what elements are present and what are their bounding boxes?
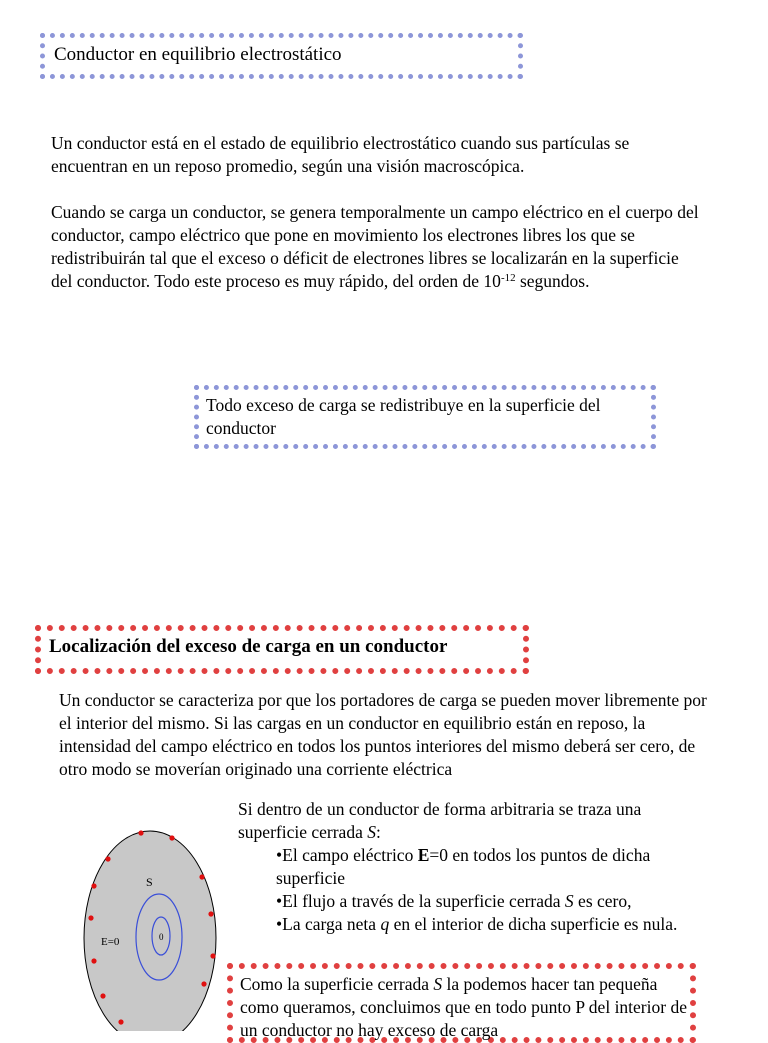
paragraph-redistribution-text: Cuando se carga un conductor, se genera temporalmente un campo eléctrico en el cuerpo del conductor, campo eléctrico que pone en movimiento los electrones libres los que se redistribuirán tal que el exceso o déficit de electrones libres se localizarán en la superficie del conductor. Todo este proceso es muy rápido, del orden de 10 [51,202,699,291]
paragraph-redistribution [51,201,701,293]
surface-label: S [146,875,153,889]
bullet-field-zero [276,844,708,890]
section-title-charge-location [35,625,529,674]
bullet-text: El campo eléctrico [282,845,418,865]
intro-colon: : [375,822,381,842]
charge-dot [169,835,174,840]
exponent: -12 [500,272,516,284]
conductor-diagram-svg [83,826,219,1031]
bullet-text: en el interior de dicha superficie es nula. [389,914,678,934]
symbol-s: S [433,974,443,994]
conclusion-text: la podemos hacer tan pequeña como queramos, concluimos que en todo punto P del interior de un conductor no hay exceso de carga [240,974,687,1040]
symbol-e: E [417,845,430,865]
section-title-text: Localización del exceso de carga en un conductor [49,636,448,657]
bullet-text: La carga neta [282,914,381,934]
bullet-net-charge [276,913,708,936]
bullet-text: =0 en todos los puntos de dicha superficie [276,845,651,888]
highlight-note-text: Todo exceso de carga se redistribuye en la superficie del conductor [206,395,601,438]
paragraph-definition: Un conductor está en el estado de equilibrio electrostático cuando sus partículas se encuentran en un reposo promedio, según una visión macroscópica. [51,133,630,176]
closed-surface-intro [238,798,708,844]
symbol-s: S [564,891,574,911]
charge-dot [201,981,206,986]
bullet-text: El flujo a través de la superficie cerrada [282,891,565,911]
intro-text: Si dentro de un conductor de forma arbitraria se traza una superficie cerrada [238,799,642,842]
paragraph-redistribution-end: segundos. [515,271,590,291]
charge-dot [100,993,105,998]
bullet-text: es cero, [573,891,632,911]
point-label: 0 [159,932,164,942]
charge-dot [210,953,215,958]
symbol-s: S [367,822,376,842]
bullet-list [238,844,708,936]
highlight-note-conclusion [227,963,696,1043]
charge-dot [199,874,204,879]
charge-dot [105,856,110,861]
paragraph-free-carriers: Un conductor se caracteriza por que los portadores de carga se pueden mover libremente por el interior del mismo. Si las cargas en un conductor en equilibrio están en reposo, la intensidad del campo eléctrico en todos los puntos interiores del mismo deberá ser cero, de otro modo se moverían originado una corriente eléctrica [59,690,707,779]
charge-dot [208,911,213,916]
charge-dot [91,958,96,963]
bullet-flux-zero [276,890,708,913]
highlight-note-surface-charge [194,385,656,449]
charge-dot [88,915,93,920]
charge-dot [138,830,143,835]
conclusion-text: Como la superficie cerrada [240,974,434,994]
field-label: E=0 [101,936,120,948]
closed-surface-explanation [238,798,708,936]
conductor-body [84,831,216,1031]
charge-dot [91,883,96,888]
section-title-equilibrium [40,33,523,79]
symbol-q: q [380,914,390,934]
section-title-text: Conductor en equilibrio electrostático [54,44,342,65]
conductor-diagram [83,826,219,1031]
